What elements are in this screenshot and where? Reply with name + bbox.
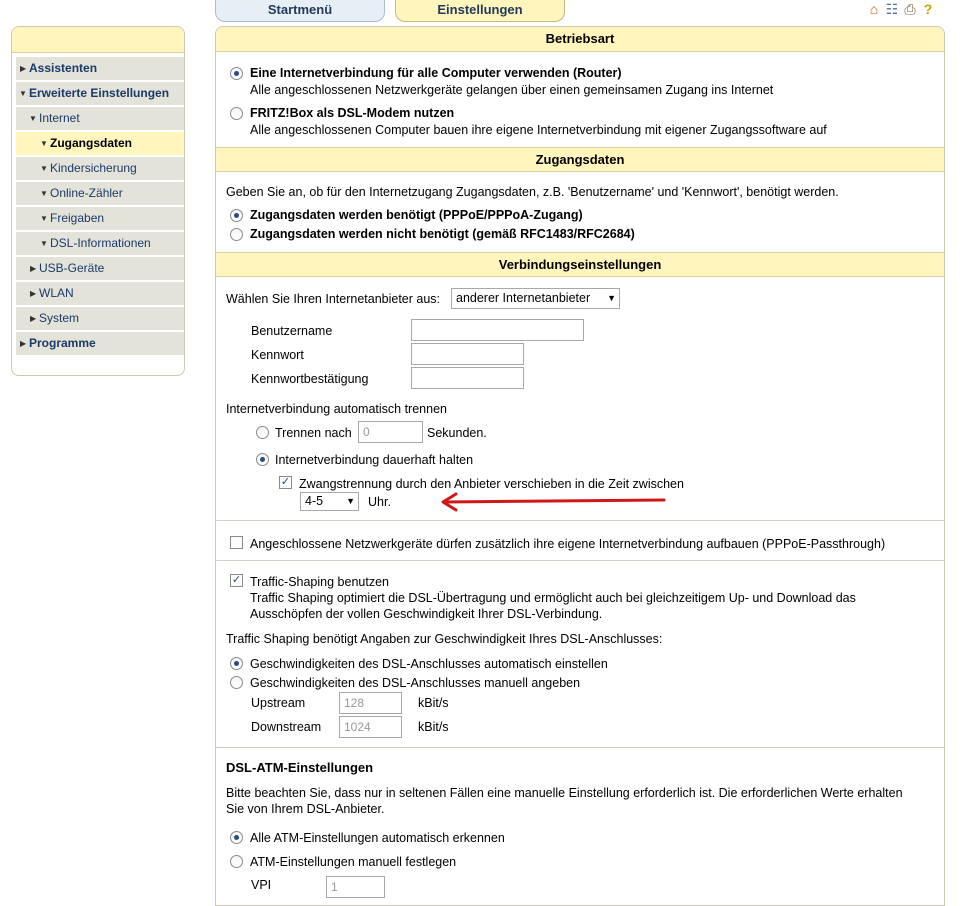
time-select[interactable]: 4-5 ▼ (300, 492, 359, 511)
username-label: Benutzername (251, 324, 333, 338)
provider-label: Wählen Sie Ihren Internetanbieter aus: (226, 292, 441, 306)
password-input[interactable] (411, 343, 524, 365)
credentials-not-required-label: Zugangsdaten werden nicht benötigt (gemäß RFC1483/RFC2684) (250, 227, 635, 241)
sidebar-item-dsl-informationen[interactable]: ▼ DSL-Informationen (16, 232, 184, 255)
divider (216, 747, 944, 748)
sidebar-item-wlan[interactable]: ▶ WLAN (16, 282, 184, 305)
time-unit-label: Uhr. (368, 495, 391, 509)
sidebar-item-usb-geraete[interactable]: ▶ USB-Geräte (16, 257, 184, 280)
chevron-down-icon: ▼ (29, 114, 37, 123)
radio-atm-manual[interactable] (230, 855, 243, 868)
main-panel (215, 26, 945, 906)
dropdown-arrow-icon: ▼ (346, 496, 355, 506)
chevron-right-icon: ▶ (30, 264, 37, 273)
upstream-input[interactable]: 128 (339, 692, 402, 714)
radio-atm-auto[interactable] (230, 831, 243, 844)
forced-disconnect-label: Zwangstrennung durch den Anbieter verschieben in die Zeit zwischen (299, 477, 684, 491)
chevron-down-icon: ▼ (40, 164, 48, 173)
sidebar-item-assistenten[interactable]: ▶ Assistenten (16, 57, 184, 80)
traffic-desc-line1: Traffic Shaping optimiert die DSL-Übertragung und ermöglicht auch bei gleichzeitigem Up- und Download das (250, 591, 856, 605)
sidebar-item-programme[interactable]: ▶ Programme (16, 332, 184, 355)
atm-auto-label: Alle ATM-Einstellungen automatisch erkennen (250, 831, 505, 845)
checkbox-pppoe-passthrough[interactable] (230, 536, 243, 549)
password-label: Kennwort (251, 348, 304, 362)
upstream-label: Upstream (251, 696, 306, 710)
sidebar-item-internet[interactable]: ▼ Internet (16, 107, 184, 130)
atm-manual-label: ATM-Einstellungen manuell festlegen (250, 855, 457, 869)
zugangsdaten-intro: Geben Sie an, ob für den Internetzugang Zugangsdaten, z.B. 'Benutzername' und 'Kennwort', benötigt werden. (226, 185, 839, 199)
section-header-zugangsdaten: Zugangsdaten (216, 147, 944, 172)
section-header-betriebsart: Betriebsart (216, 27, 944, 52)
downstream-input[interactable]: 1024 (339, 716, 402, 738)
radio-keep-alive[interactable] (256, 453, 269, 466)
password-confirm-label: Kennwortbestätigung (251, 372, 369, 386)
traffic-shaping-label: Traffic-Shaping benutzen (250, 575, 389, 589)
chevron-down-icon: ▼ (40, 139, 48, 148)
sidebar (11, 26, 185, 376)
chevron-down-icon: ▼ (40, 214, 48, 223)
tab-startmenu[interactable]: Startmenü (215, 0, 385, 22)
top-icon-bar (866, 0, 936, 18)
vpi-label: VPI (251, 878, 272, 892)
pppoe-passthrough-label: Angeschlossene Netzwerkgeräte dürfen zusätzlich ihre eigene Internetverbindung aufbauen (PPPoE-Passthrough) (250, 537, 886, 551)
atm-note-line1: Bitte beachten Sie, dass nur in seltenen Fällen eine manuelle Einstellung erforderlich ist. Die erforderlichen Werte erhalten (226, 786, 903, 800)
chevron-down-icon: ▼ (19, 89, 27, 98)
sitemap-icon[interactable]: ☷ (885, 1, 899, 17)
traffic-needs-label: Traffic Shaping benötigt Angaben zur Geschwindigkeit Ihres DSL-Anschlusses: (226, 632, 663, 646)
print-icon[interactable]: ⎙ (904, 1, 916, 17)
credentials-required-label: Zugangsdaten werden benötigt (PPPoE/PPPoA-Zugang) (250, 208, 583, 222)
disconnect-seconds-input[interactable]: 0 (358, 421, 423, 443)
sidebar-item-kindersicherung[interactable]: ▼ Kindersicherung (16, 157, 184, 180)
seconds-label: Sekunden. (427, 426, 487, 440)
atm-note-line2: Sie von Ihrem DSL-Anbieter. (226, 802, 385, 816)
atm-title: DSL-ATM-Einstellungen (226, 760, 374, 775)
vpi-input[interactable]: 1 (326, 876, 385, 898)
username-input[interactable] (411, 319, 584, 341)
upstream-unit: kBit/s (418, 696, 449, 710)
downstream-label: Downstream (251, 720, 322, 734)
chevron-right-icon: ▶ (20, 339, 27, 348)
divider (216, 520, 944, 521)
radio-credentials-not-required[interactable] (230, 228, 243, 241)
chevron-down-icon: ▼ (40, 239, 48, 248)
chevron-right-icon: ▶ (30, 314, 37, 323)
annotation-arrow (440, 492, 670, 512)
tab-einstellungen[interactable]: Einstellungen (395, 0, 565, 22)
speed-manual-label: Geschwindigkeiten des DSL-Anschlusses manuell angeben (250, 676, 581, 690)
radio-disconnect-after[interactable] (256, 426, 269, 439)
disconnect-after-label: Trennen nach (275, 426, 352, 440)
radio-modem[interactable] (230, 107, 243, 120)
help-icon[interactable]: ? (923, 1, 933, 17)
checkbox-traffic-shaping[interactable]: ✓ (231, 574, 242, 586)
router-desc: Alle angeschlossenen Netzwerkgeräte gelangen über einen gemeinsamen Zugang ins Internet (250, 83, 774, 97)
password-confirm-input[interactable] (411, 367, 524, 389)
home-icon[interactable]: ⌂ (869, 1, 879, 17)
chevron-right-icon: ▶ (30, 289, 37, 298)
auto-disconnect-label: Internetverbindung automatisch trennen (226, 402, 447, 416)
radio-speed-manual[interactable] (230, 676, 243, 689)
router-title: Eine Internetverbindung für alle Computer verwenden (Router) (250, 66, 622, 80)
traffic-desc-line2: Ausschöpfen der vollen Geschwindigkeit Ihrer DSL-Verbindung. (250, 607, 603, 621)
modem-title: FRITZ!Box als DSL-Modem nutzen (250, 106, 455, 120)
sidebar-item-erweiterte-einstellungen[interactable]: ▼ Erweiterte Einstellungen (16, 82, 184, 105)
dropdown-arrow-icon: ▼ (607, 293, 616, 303)
downstream-unit: kBit/s (418, 720, 449, 734)
radio-credentials-required[interactable] (230, 209, 243, 222)
checkbox-forced-disconnect[interactable]: ✓ (280, 476, 291, 488)
modem-desc: Alle angeschlossenen Computer bauen ihre eigene Internetverbindung mit eigener Zugangssoftware auf (250, 123, 827, 137)
radio-router[interactable] (230, 67, 243, 80)
sidebar-item-online-zaehler[interactable]: ▼ Online-Zähler (16, 182, 184, 205)
speed-auto-label: Geschwindigkeiten des DSL-Anschlusses automatisch einstellen (250, 657, 608, 671)
radio-speed-auto[interactable] (230, 657, 243, 670)
sidebar-item-freigaben[interactable]: ▼ Freigaben (16, 207, 184, 230)
sidebar-header (12, 27, 184, 53)
section-header-verbindungseinstellungen: Verbindungseinstellungen (216, 252, 944, 277)
keep-alive-label: Internetverbindung dauerhaft halten (275, 453, 474, 467)
divider (216, 560, 944, 561)
chevron-right-icon: ▶ (20, 64, 27, 73)
sidebar-item-zugangsdaten[interactable]: ▼ Zugangsdaten (16, 132, 184, 155)
sidebar-item-system[interactable]: ▶ System (16, 307, 184, 330)
chevron-down-icon: ▼ (40, 189, 48, 198)
provider-select[interactable]: anderer Internetanbieter ▼ (451, 288, 620, 309)
